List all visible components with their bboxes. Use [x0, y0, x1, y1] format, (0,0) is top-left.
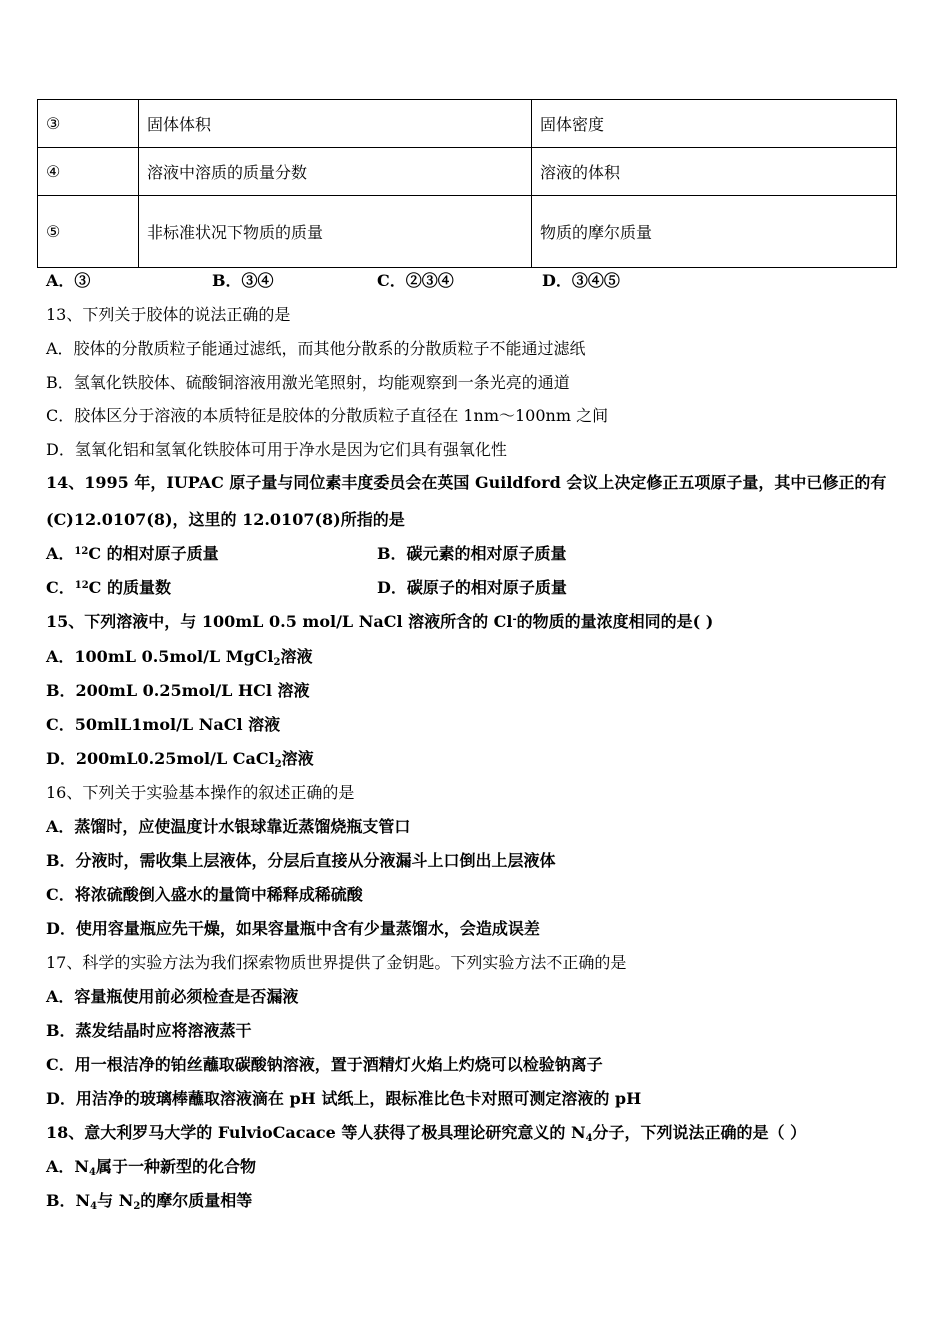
subscript: 2 — [133, 1201, 141, 1212]
mass-number: 12 — [74, 580, 89, 591]
q14-option-d[interactable]: D．碳原子的相对原子质量 — [377, 578, 567, 597]
right-cell: 溶液的体积 — [532, 148, 897, 196]
q14-option-b[interactable]: B．碳元素的相对原子质量 — [377, 544, 567, 563]
row-number: ④ — [38, 148, 139, 196]
q17-stem: 17、科学的实验方法为我们探索物质世界提供了金钥匙。下列实验方法不正确的是 — [46, 953, 627, 972]
stem-text: 分子，下列说法正确的是（ ） — [592, 1123, 807, 1142]
subscript: 4 — [585, 1133, 593, 1144]
q16-option-a[interactable]: A．蒸馏时，应使温度计水银球靠近蒸馏烧瓶支管口 — [46, 817, 411, 836]
stem-text: 18、意大利罗马大学的 FulvioCacace 等人获得了极具理论研究意义的 N — [46, 1123, 586, 1142]
q16-option-c[interactable]: C．将浓硫酸倒入盛水的量筒中稀释成稀硫酸 — [46, 885, 363, 904]
q14-option-a[interactable] — [46, 544, 219, 564]
left-cell: 溶液中溶质的质量分数 — [139, 148, 532, 196]
q17-option-a[interactable]: A．容量瓶使用前必须检查是否漏液 — [46, 987, 299, 1006]
right-cell: 物质的摩尔质量 — [532, 196, 897, 268]
mass-number: 12 — [74, 546, 89, 557]
q14-stem-line1: 14、1995 年，IUPAC 原子量与同位素丰度委员会在英国 Guildford 会议上决定修正五项原子量，其中已修正的有 — [46, 473, 887, 492]
q12-choice-c[interactable]: C．②③④ — [377, 271, 454, 290]
q12-choice-b[interactable]: B．③④ — [212, 271, 274, 290]
ion-charge: - — [512, 614, 517, 625]
table-row — [38, 196, 897, 268]
left-cell: 固体体积 — [139, 100, 532, 148]
q13-stem: 13、下列关于胶体的说法正确的是 — [46, 305, 291, 324]
q17-option-d[interactable]: D．用洁净的玻璃棒蘸取溶液滴在 pH 试纸上，跟标准比色卡对照可测定溶液的 pH — [46, 1089, 642, 1108]
option-text: C 的质量数 — [88, 578, 171, 597]
q16-option-b[interactable]: B．分液时，需收集上层液体，分层后直接从分液漏斗上口倒出上层液体 — [46, 851, 556, 870]
q15-option-a[interactable] — [46, 647, 312, 667]
option-text: 溶液 — [280, 647, 313, 666]
option-text: 溶液 — [281, 749, 314, 768]
stem-text: 15、下列溶液中，与 100mL 0.5 mol/L NaCl 溶液所含的 Cl — [46, 612, 513, 631]
q15-option-d[interactable] — [46, 749, 314, 769]
row-number: ③ — [38, 100, 139, 148]
q14-stem-line2: (C)12.0107(8)，这里的 12.0107(8)所指的是 — [46, 510, 405, 529]
q13-option-c[interactable]: C．胶体区分于溶液的本质特征是胶体的分散质粒子直径在 1nm～100nm 之间 — [46, 406, 609, 425]
q13-option-d[interactable]: D．氢氧化铝和氢氧化铁胶体可用于净水是因为它们具有强氧化性 — [46, 440, 507, 459]
option-text: 的摩尔质量相等 — [140, 1191, 253, 1210]
subscript: 2 — [274, 759, 282, 770]
option-text: A．N — [46, 1157, 90, 1176]
subscript: 4 — [90, 1201, 98, 1212]
left-cell: 非标准状况下物质的质量 — [139, 196, 532, 268]
subscript: 4 — [89, 1167, 97, 1178]
q18-option-b[interactable] — [46, 1191, 252, 1211]
q16-option-d[interactable]: D．使用容量瓶应先干燥，如果容量瓶中含有少量蒸馏水，会造成误差 — [46, 919, 540, 938]
subscript: 2 — [273, 657, 281, 668]
option-text: D．200mL0.25mol/L CaCl — [46, 749, 275, 768]
option-label: A． — [46, 544, 75, 563]
q17-option-c[interactable]: C．用一根洁净的铂丝蘸取碳酸钠溶液，置于酒精灯火焰上灼烧可以检验钠离子 — [46, 1055, 603, 1074]
q12-choice-a[interactable]: A．③ — [46, 271, 91, 290]
q18-stem — [46, 1123, 806, 1143]
q13-option-b[interactable]: B．氢氧化铁胶体、硫酸铜溶液用激光笔照射，均能观察到一条光亮的通道 — [46, 373, 570, 392]
q15-option-b[interactable]: B．200mL 0.25mol/L HCl 溶液 — [46, 681, 310, 700]
right-cell: 固体密度 — [532, 100, 897, 148]
row-number: ⑤ — [38, 196, 139, 268]
q17-option-b[interactable]: B．蒸发结晶时应将溶液蒸干 — [46, 1021, 252, 1040]
q14-option-c[interactable] — [46, 578, 171, 598]
option-text: 属于一种新型的化合物 — [96, 1157, 257, 1176]
table-row — [38, 100, 897, 148]
q15-stem — [46, 612, 713, 632]
option-text: A．100mL 0.5mol/L MgCl — [46, 647, 274, 666]
option-text: B．N — [46, 1191, 91, 1210]
table-row — [38, 148, 897, 196]
q18-option-a[interactable] — [46, 1157, 256, 1177]
q16-stem: 16、下列关于实验基本操作的叙述正确的是 — [46, 783, 355, 802]
stem-text: 的物质的量浓度相同的是( ) — [516, 612, 714, 631]
comparison-table — [37, 99, 897, 268]
q12-choice-d[interactable]: D．③④⑤ — [542, 271, 620, 290]
option-text: 与 N — [97, 1191, 134, 1210]
option-text: C 的相对原子质量 — [88, 544, 219, 563]
q15-option-c[interactable]: C．50mlL1mol/L NaCl 溶液 — [46, 715, 281, 734]
option-label: C． — [46, 578, 75, 597]
q13-option-a[interactable]: A．胶体的分散质粒子能通过滤纸，而其他分散系的分散质粒子不能通过滤纸 — [46, 339, 586, 358]
